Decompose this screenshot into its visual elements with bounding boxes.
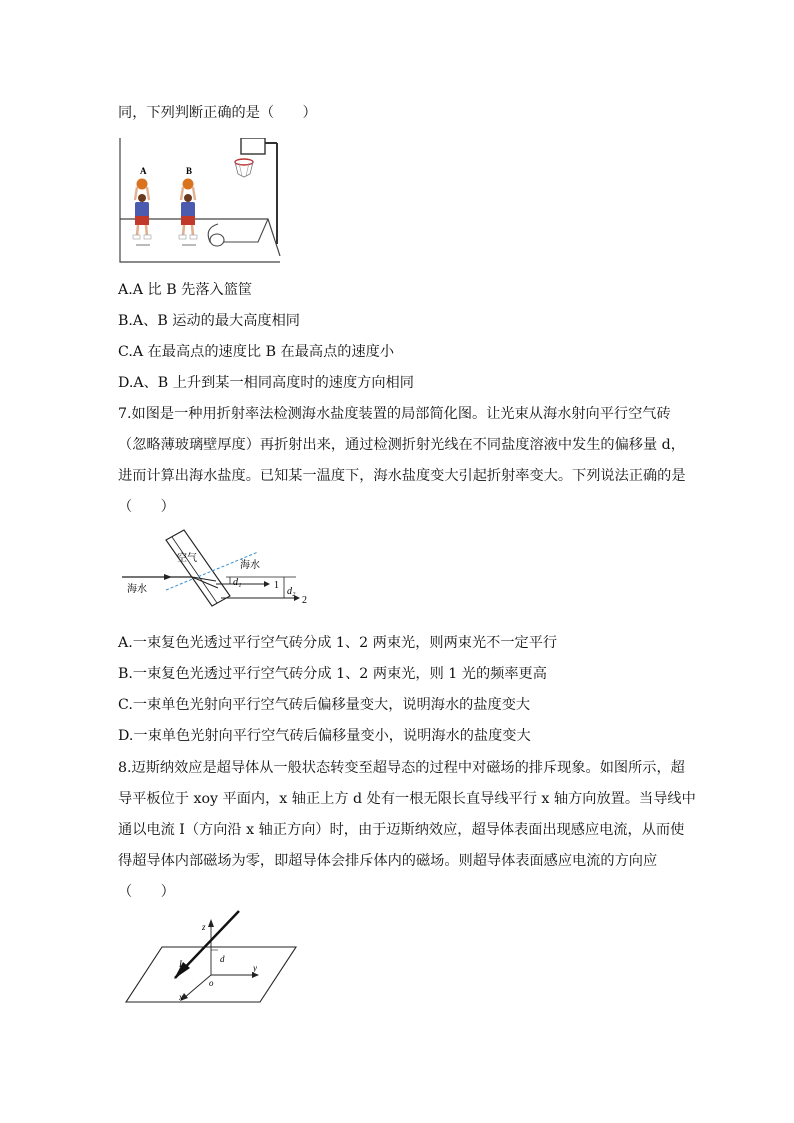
q6-option-d: D.A、B 上升到某一相同高度时的速度方向相同 (118, 375, 414, 391)
q7-option-b: B.一束复色光透过平行空气砖分成 1、2 两束光，则 1 光的频率更高 (118, 666, 547, 682)
player-b-label: B (186, 166, 193, 176)
q7-option-d: D.一束单色光射向平行空气砖后偏移量变小，说明海水的盐度变大 (118, 728, 531, 744)
q6-option-b: B.A、B 运动的最大高度相同 (118, 313, 300, 329)
q7-stem-line-4: （ ） (118, 499, 175, 515)
q6-option-c: C.A 在最高点的速度比 B 在最高点的速度小 (118, 344, 395, 360)
player-b-figure (179, 179, 197, 246)
d2-label: d₂ (287, 586, 296, 597)
superconductor-figure (122, 905, 302, 1007)
player-a-label: A (140, 166, 147, 176)
q7-stem-line-3: 进而计算出海水盐度。已知某一温度下，海水盐度变大引起折射率变大。下列说法正确的是 (118, 468, 686, 484)
ray-2-label: 2 (302, 595, 307, 606)
current-i-label: I (179, 959, 182, 969)
q7-stem-line-1: 7.如图是一种用折射率法检测海水盐度装置的局部简化图。让光束从海水射向平行空气砖 (118, 406, 671, 422)
q8-stem-line-3: 通以电流 I（方向沿 x 轴正方向）时，由于迈斯纳效应，超导体表面出现感应电流，从而使 (118, 822, 685, 838)
q6-option-a: A.A 比 B 先落入篮筐 (118, 282, 253, 298)
basketball-figure (118, 138, 282, 264)
q8-stem-line-5: （ ） (118, 884, 175, 900)
sea-water-top-label: 海水 (240, 560, 260, 571)
air-label: 空气 (177, 553, 197, 564)
q7-stem-line-2: （忽略薄玻璃壁厚度）再折射出来，通过检测折射光线在不同盐度溶液中发生的偏移量 d， (118, 437, 685, 453)
y-axis-label: y (253, 963, 257, 973)
q7-option-c: C.一束单色光射向平行空气砖后偏移量变大，说明海水的盐度变大 (118, 697, 531, 713)
sea-water-left-label: 海水 (127, 584, 147, 595)
origin-label: o (209, 978, 214, 988)
q6-stem: 同，下列判断正确的是（ ） (118, 105, 317, 121)
q8-stem-line-2: 导平板位于 xoy 平面内，x 轴正上方 d 处有一根无限长直导线平行 x 轴方向放置。当导线中 (118, 791, 696, 807)
player-a-figure (133, 179, 151, 246)
ray-1-label: 1 (274, 580, 279, 591)
z-axis-label: z (202, 922, 206, 932)
d1-label: d₁ (233, 577, 242, 588)
x-axis-label: x (179, 992, 183, 1002)
q8-stem-line-1: 8.迈斯纳效应是超导体从一般状态转变至超导态的过程中对磁场的排斥现象。如图所示，超 (118, 760, 685, 776)
q7-option-a: A.一束复色光透过平行空气砖分成 1、2 两束光，则两束光不一定平行 (118, 635, 558, 651)
distance-d-label: d (220, 954, 225, 964)
q8-stem-line-4: 得超导体内部磁场为零，即超导体会排斥体内的磁场。则超导体表面感应电流的方向应 (118, 853, 658, 869)
refraction-figure (118, 528, 318, 613)
